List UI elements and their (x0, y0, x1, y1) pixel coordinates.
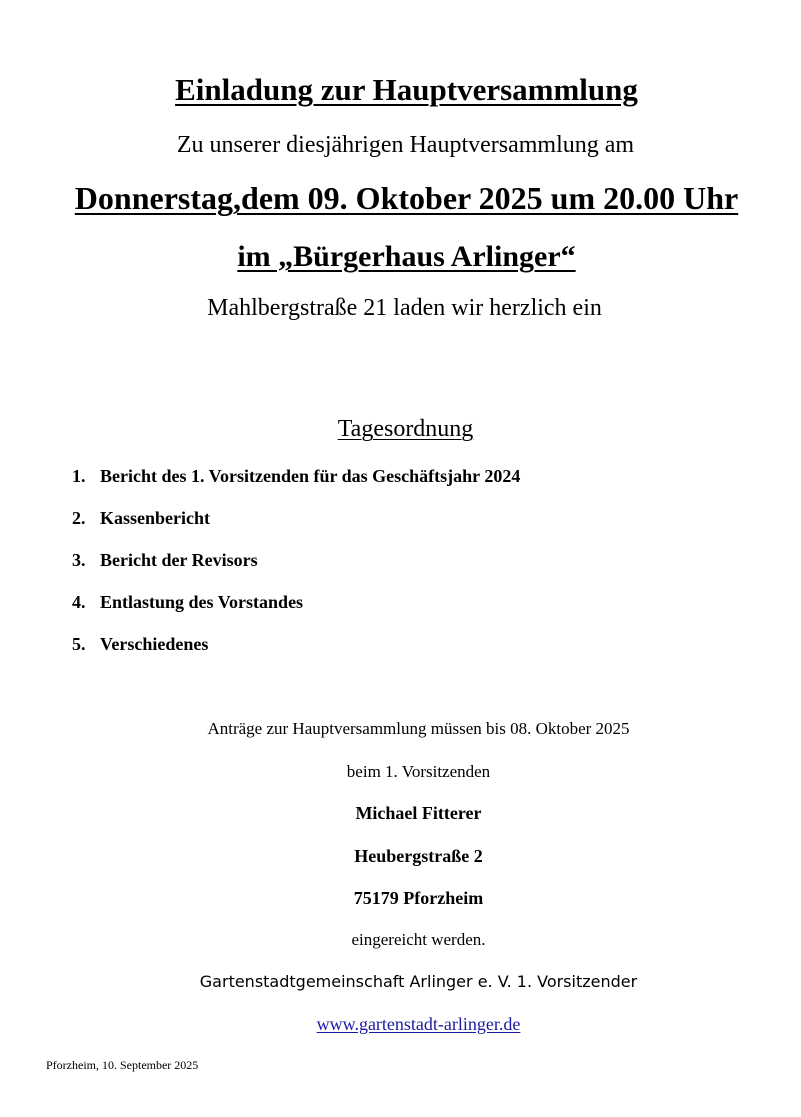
agenda-heading: Tagesordnung (337, 416, 474, 442)
agenda-item-number: 4. (72, 592, 86, 612)
agenda-item-number: 1. (72, 466, 86, 486)
organization-signature: Gartenstadtgemeinschaft Arlinger e. V. 1. Vorsitzender (199, 972, 638, 991)
agenda-item (72, 630, 520, 672)
document-title: Einladung zur Hauptversammlung (175, 72, 638, 107)
agenda-item (72, 588, 520, 630)
recipient-name: Michael Fitterer (355, 803, 482, 823)
recipient-street: Heubergstraße 2 (354, 846, 483, 866)
agenda-item-number: 2. (72, 508, 86, 528)
intro-text: Zu unserer diesjährigen Hauptversammlung am (176, 132, 635, 158)
agenda-item (72, 546, 520, 588)
agenda-item-text: Bericht des 1. Vorsitzenden für das Geschäftsjahr 2024 (100, 466, 521, 486)
website-link[interactable]: www.gartenstadt-arlinger.de (316, 1014, 521, 1034)
submission-deadline: Anträge zur Hauptversammlung müssen bis 08. Oktober 2025 (207, 719, 630, 738)
agenda-item (72, 504, 520, 546)
agenda-item-number: 5. (72, 634, 86, 654)
agenda-list (72, 462, 520, 672)
meeting-date: Donnerstag,dem 09. Oktober 2025 um 20.00 Uhr (74, 180, 739, 216)
agenda-item-text: Kassenbericht (100, 508, 210, 528)
agenda-item-text: Bericht der Revisors (100, 550, 258, 570)
agenda-item-text: Entlastung des Vorstandes (100, 592, 304, 612)
agenda-item (72, 462, 520, 504)
recipient-city: 75179 Pforzheim (353, 888, 484, 908)
agenda-item-text: Verschiedenes (100, 634, 209, 654)
agenda-item-number: 3. (72, 550, 86, 570)
venue-address: Mahlbergstraße 21 laden wir herzlich ein (207, 295, 602, 321)
recipient-role: beim 1. Vorsitzenden (346, 762, 491, 781)
submission-closing: eingereicht werden. (351, 930, 486, 949)
footer-date: Pforzheim, 10. September 2025 (46, 1058, 199, 1072)
meeting-venue: im „Bürgerhaus Arlinger“ (237, 240, 576, 273)
